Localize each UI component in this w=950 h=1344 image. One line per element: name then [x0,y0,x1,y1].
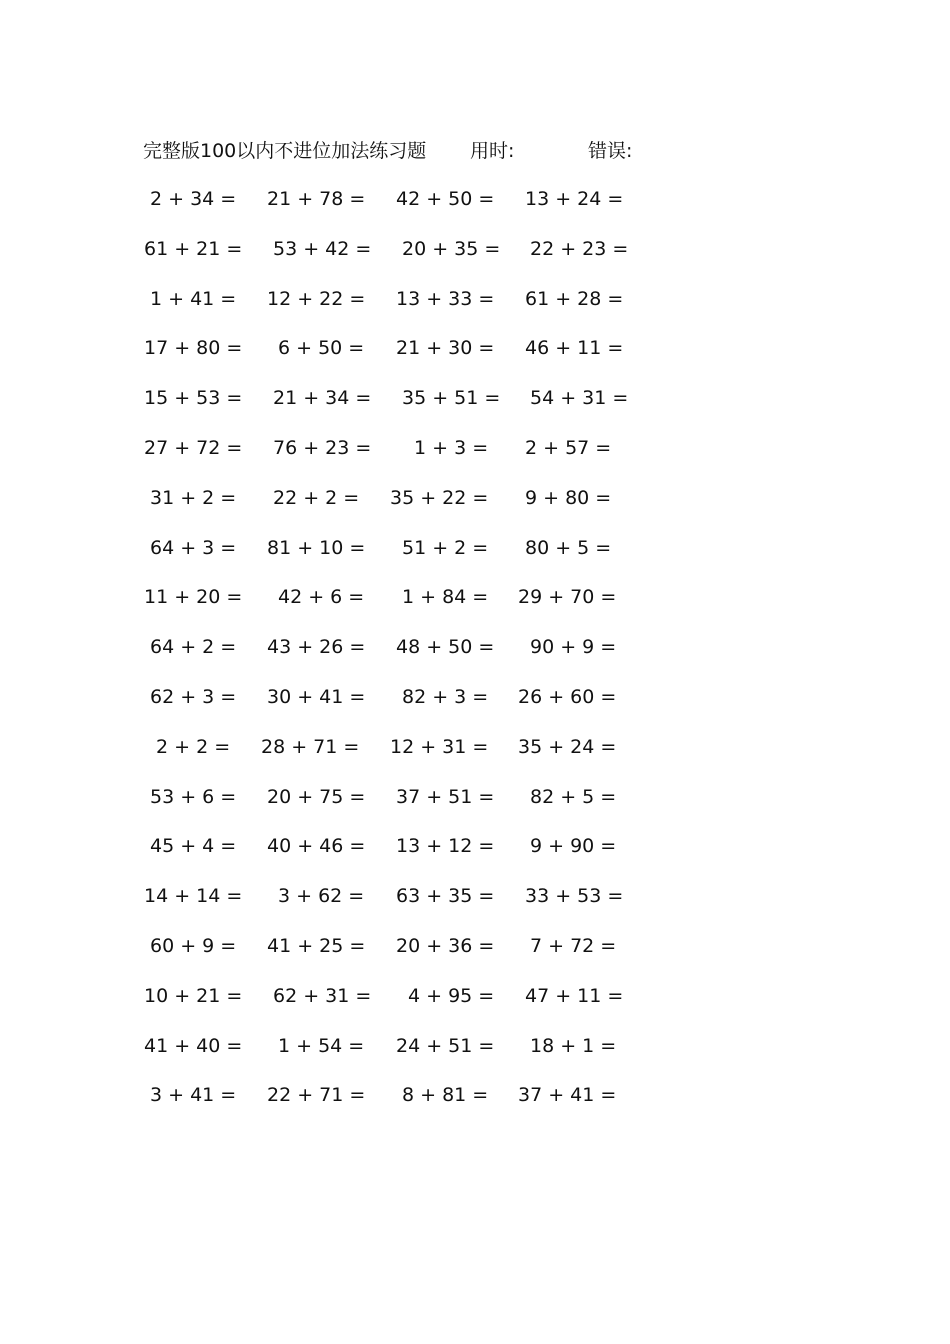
time-label: 用时: [470,140,515,162]
addition-problem: 51 + 2 = [402,537,489,559]
addition-problem: 13 + 12 = [396,835,495,857]
addition-problem: 61 + 21 = [144,238,243,260]
addition-problem: 1 + 41 = [150,288,237,310]
addition-problem: 35 + 24 = [518,736,617,758]
addition-problem: 42 + 50 = [396,188,495,210]
addition-problem: 53 + 42 = [273,238,372,260]
addition-problem: 53 + 6 = [150,786,237,808]
addition-problem: 1 + 3 = [414,437,489,459]
addition-problem: 6 + 50 = [278,337,365,359]
addition-problem: 20 + 36 = [396,935,495,957]
addition-problem: 54 + 31 = [530,387,629,409]
addition-problem: 47 + 11 = [525,985,624,1007]
addition-problem: 48 + 50 = [396,636,495,658]
addition-problem: 76 + 23 = [273,437,372,459]
addition-problem: 37 + 41 = [518,1084,617,1106]
addition-problem: 46 + 11 = [525,337,624,359]
addition-problem: 3 + 41 = [150,1084,237,1106]
addition-problem: 8 + 81 = [402,1084,489,1106]
addition-problem: 13 + 33 = [396,288,495,310]
addition-problem: 90 + 9 = [530,636,617,658]
addition-problem: 37 + 51 = [396,786,495,808]
addition-problem: 21 + 34 = [273,387,372,409]
addition-problem: 80 + 5 = [525,537,612,559]
addition-problem: 17 + 80 = [144,337,243,359]
addition-problem: 2 + 2 = [156,736,231,758]
addition-problem: 20 + 75 = [267,786,366,808]
addition-problem: 40 + 46 = [267,835,366,857]
addition-problem: 15 + 53 = [144,387,243,409]
addition-problem: 13 + 24 = [525,188,624,210]
addition-problem: 7 + 72 = [530,935,617,957]
addition-problem: 60 + 9 = [150,935,237,957]
addition-problem: 42 + 6 = [278,586,365,608]
addition-problem: 81 + 10 = [267,537,366,559]
addition-problem: 41 + 40 = [144,1035,243,1057]
addition-problem: 26 + 60 = [518,686,617,708]
addition-problem: 82 + 5 = [530,786,617,808]
addition-problem: 22 + 2 = [273,487,360,509]
addition-problem: 41 + 25 = [267,935,366,957]
addition-problem: 31 + 2 = [150,487,237,509]
addition-problem: 64 + 2 = [150,636,237,658]
addition-problem: 33 + 53 = [525,885,624,907]
addition-problem: 11 + 20 = [144,586,243,608]
addition-problem: 21 + 78 = [267,188,366,210]
addition-problem: 43 + 26 = [267,636,366,658]
addition-problem: 22 + 71 = [267,1084,366,1106]
addition-problem: 3 + 62 = [278,885,365,907]
addition-problem: 20 + 35 = [402,238,501,260]
addition-problem: 63 + 35 = [396,885,495,907]
addition-problem: 9 + 80 = [525,487,612,509]
addition-problem: 61 + 28 = [525,288,624,310]
addition-problem: 2 + 57 = [525,437,612,459]
addition-problem: 14 + 14 = [144,885,243,907]
addition-problem: 9 + 90 = [530,835,617,857]
addition-problem: 35 + 51 = [402,387,501,409]
addition-problem: 22 + 23 = [530,238,629,260]
error-label: 错误: [588,140,633,162]
addition-problem: 35 + 22 = [390,487,489,509]
addition-problem: 12 + 22 = [267,288,366,310]
worksheet-title: 完整版100以内不进位加法练习题 [143,140,427,162]
addition-problem: 28 + 71 = [261,736,360,758]
addition-problem: 2 + 34 = [150,188,237,210]
addition-problem: 82 + 3 = [402,686,489,708]
addition-problem: 62 + 3 = [150,686,237,708]
addition-problem: 21 + 30 = [396,337,495,359]
addition-problem: 12 + 31 = [390,736,489,758]
addition-problem: 10 + 21 = [144,985,243,1007]
addition-problem: 29 + 70 = [518,586,617,608]
addition-problem: 64 + 3 = [150,537,237,559]
addition-problem: 30 + 41 = [267,686,366,708]
addition-problem: 4 + 95 = [408,985,495,1007]
addition-problem: 27 + 72 = [144,437,243,459]
addition-problem: 45 + 4 = [150,835,237,857]
addition-problem: 62 + 31 = [273,985,372,1007]
addition-problem: 18 + 1 = [530,1035,617,1057]
addition-problem: 1 + 84 = [402,586,489,608]
worksheet-header [143,136,703,166]
addition-problem: 24 + 51 = [396,1035,495,1057]
addition-problem: 1 + 54 = [278,1035,365,1057]
